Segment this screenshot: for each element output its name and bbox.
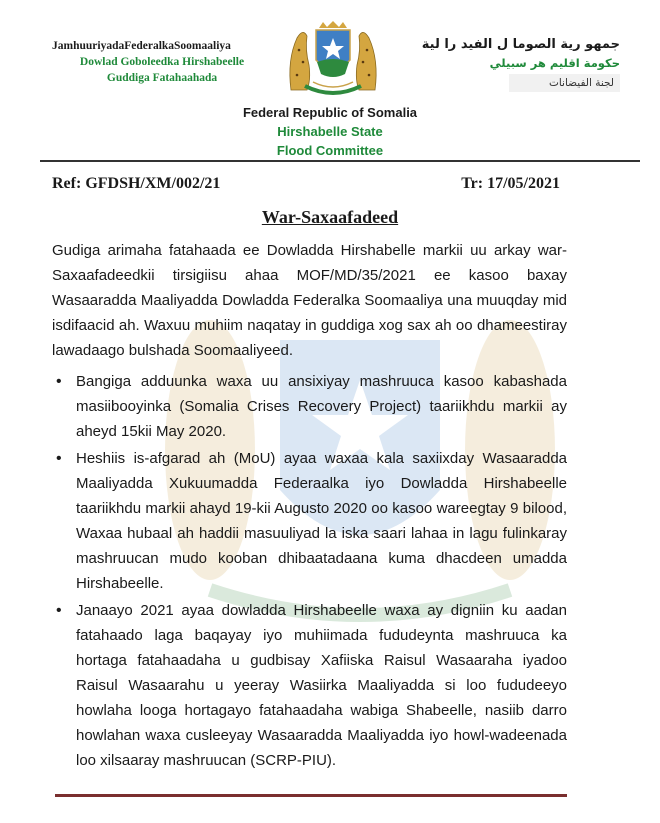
- bullet-item: • Bangiga adduunka waxa uu ansixiyay mashruuca kasoo kabashada masiibooyinka (Somalia Crises Recovery Project) taariikhdu markii ay aheyd 15kii May 2020.: [76, 369, 567, 444]
- somalia-coat-of-arms-icon: [283, 20, 383, 98]
- bullet-item: • Heshiis is-afgarad ah (MoU) ayaa waxaa kala saxiixday Wasaaradda Maaliyadda Xukuumadda Federaalka iyo Dowladda Hirshabeelle taariikhdu markii ahayd 19-kii Augusto 2020 oo kasoo wareegtay 9 bilood, Waxaa hubaal ah haddii masuuliyad la iska saari lahaa in lagu fulinkaray mashruucan mudo kooban dhibaatadaana kuma dhacdeen umadda Hirshabeelle.: [76, 446, 567, 596]
- header-right-line2: حكومة اقليم هر سبيلي: [489, 56, 620, 70]
- header-left-line2: Dowlad Goboleedka Hirshabeelle: [79, 56, 245, 68]
- header-divider: [40, 160, 640, 162]
- header-left: [52, 38, 272, 86]
- footer-divider: [55, 794, 567, 797]
- header-center-line3: Flood Committee: [276, 143, 384, 158]
- header-center-line1: Federal Republic of Somalia: [242, 105, 418, 120]
- document-title: War-Saxaafadeed: [261, 207, 399, 227]
- bullet-list: [52, 369, 567, 773]
- intro-paragraph: Gudiga arimaha fatahaada ee Dowladda Hirshabelle markii uu arkay war-Saxaafadeedkii tirsigiisu ahaa MOF/MD/35/2021 ee kasoo baxay Wasaaradda Maaliyadda Dowladda Federalka Soomaaliya una muuqday mid isdifaacid ah. Waxuu muhiim naqatay in guddiga xog sax ah oo dhameestiray lawadaago bulshada Soomaaliyeed.: [52, 242, 567, 359]
- document-body: [52, 238, 567, 775]
- document-date: Tr: 17/05/2021: [461, 175, 560, 192]
- bullet-item: • Janaayo 2021 ayaa dowladda Hirshabeelle waxa ay digniin ku aadan fatahaado laga baqayay iyo muhiimada fududeynta mashruuca ka hortaga fatahaadaha u gudbisay Xafiiska Raisul Wasaaraha iyadoo Raisul Wasaarahu u yeeray Wasiirka Maaliyadda si loo fududeeyo howlaha looga hortagayo fatahaadaha wabiga Shabeelle, nasiib darro howlahan waxa cusleeyay Wasaaradda Maaliyadda iyo howl-wadeenada loo xilsaaray mashruucan (SCRP-PIU).: [76, 598, 567, 773]
- reference-number: Ref: GFDSH/XM/002/21: [52, 175, 221, 192]
- header-right-line1: جمهو رية الصوما ل الفيد را لية: [421, 37, 620, 52]
- header-right-line3: لجنة الفيضانات: [509, 74, 620, 92]
- header-center-line2: Hirshabelle State: [277, 124, 383, 139]
- header-center: [200, 103, 460, 160]
- header-left-line1: JamhuuriyadaFederalkaSoomaaliya: [52, 40, 231, 52]
- header-left-line3: Guddiga Fatahaahada: [106, 72, 218, 84]
- header-right: [400, 36, 620, 92]
